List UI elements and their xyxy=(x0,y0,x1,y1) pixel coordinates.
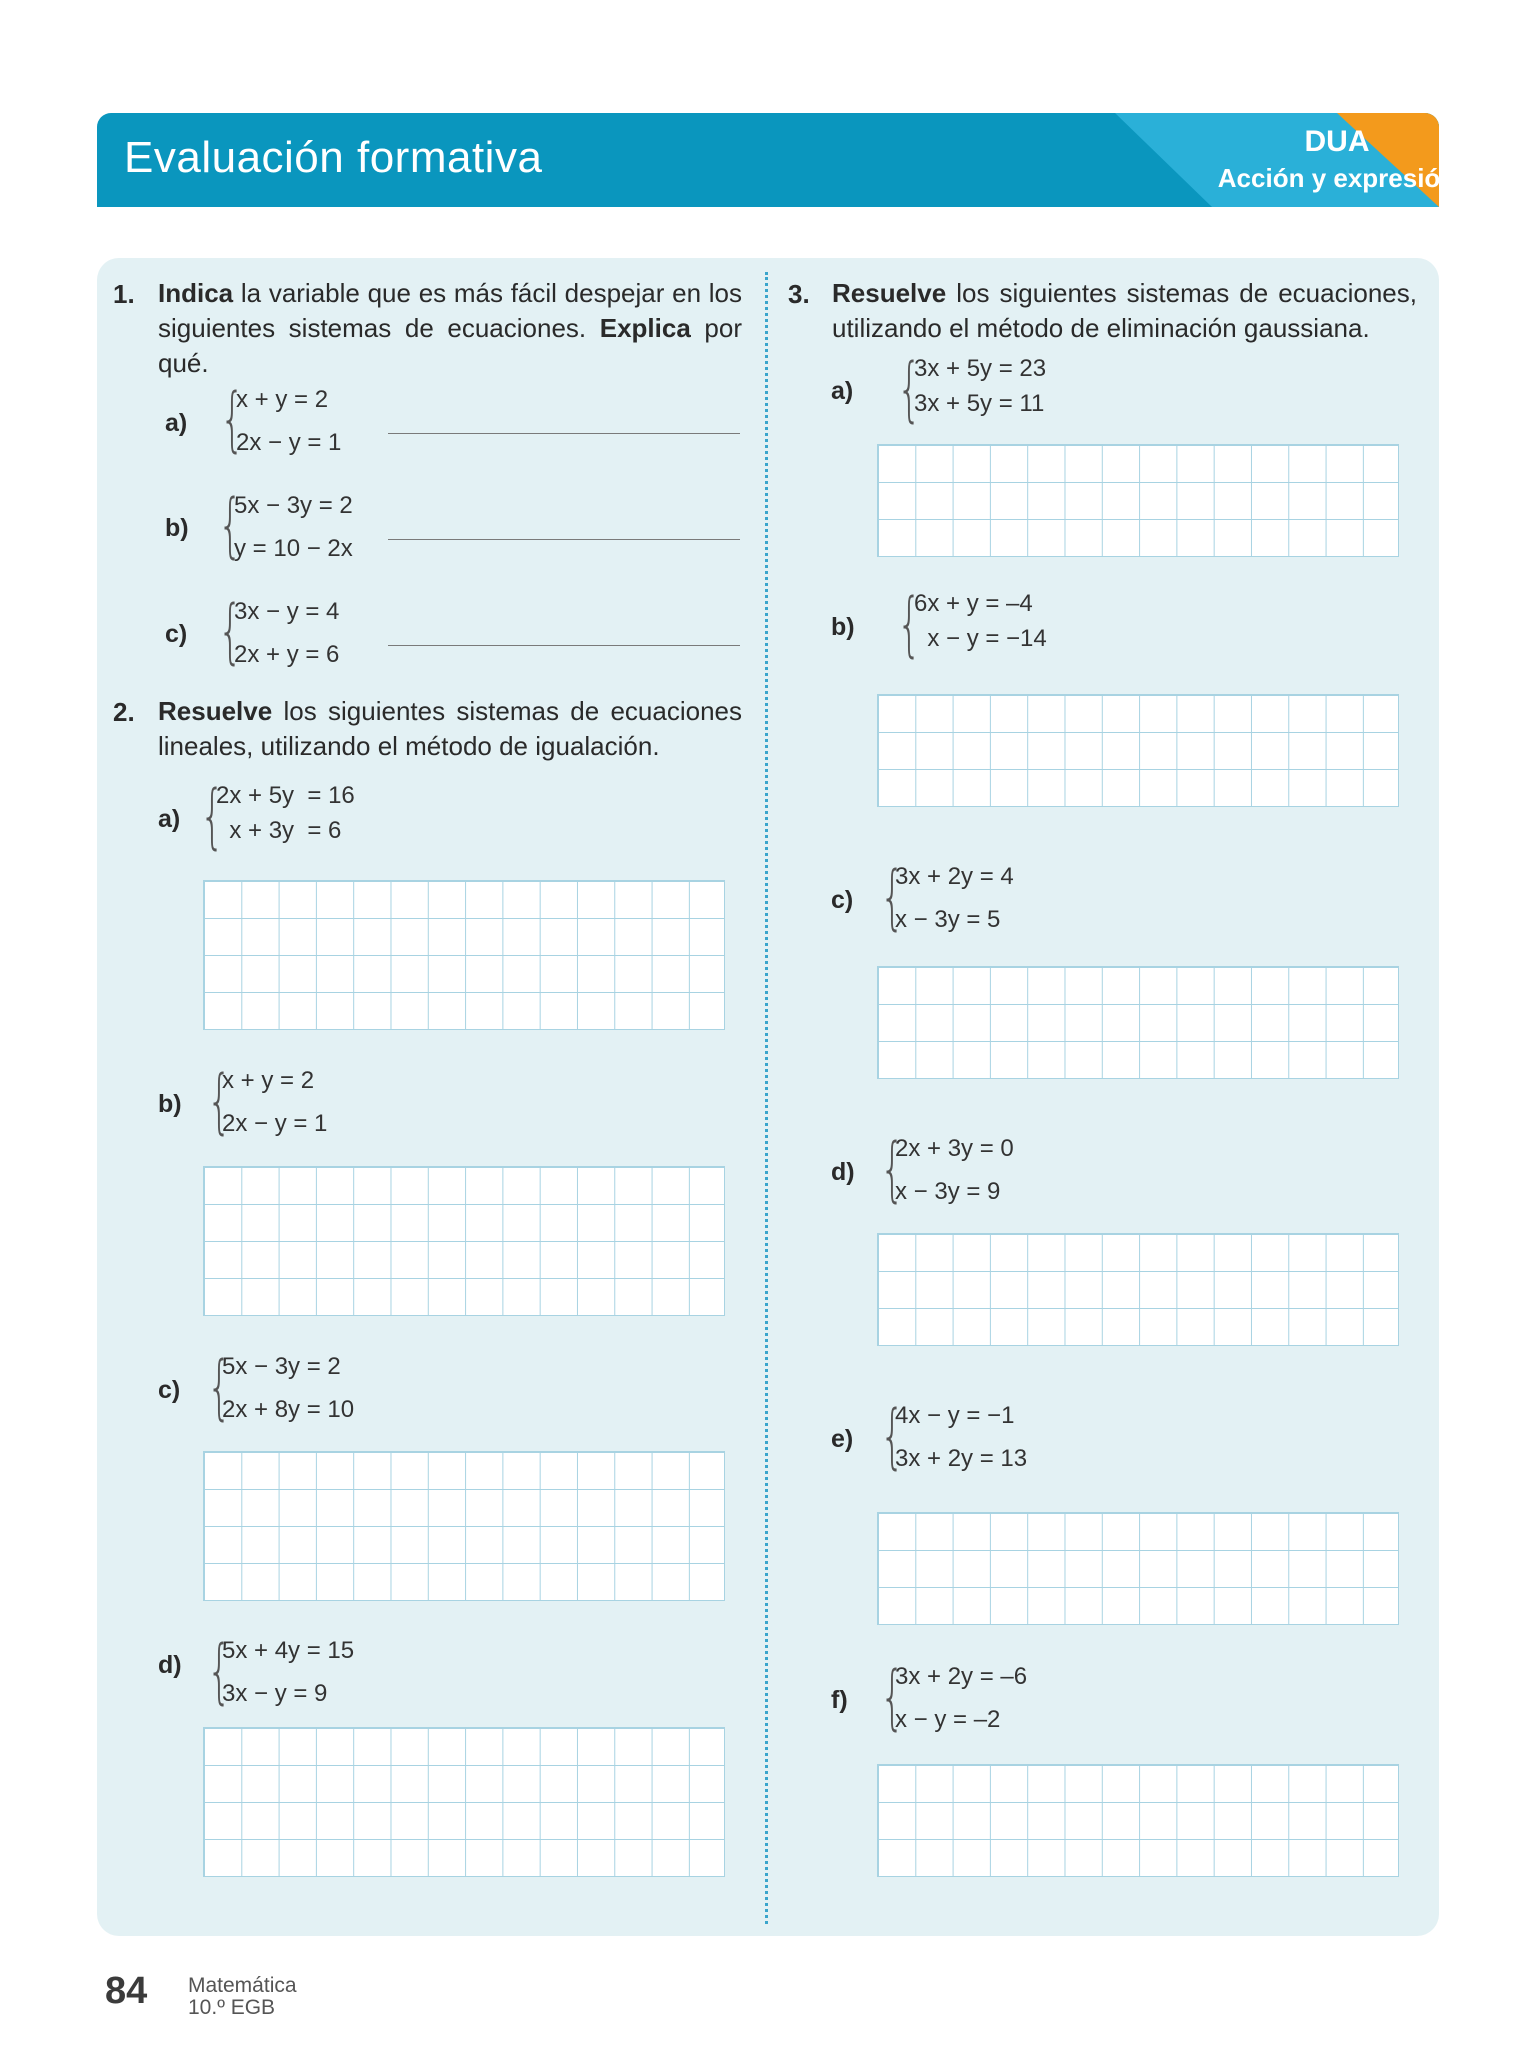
q3d-work-grid[interactable] xyxy=(877,1233,1399,1346)
page-title: Evaluación formativa xyxy=(124,133,543,182)
dua-subtitle: Acción y expresión xyxy=(1217,163,1457,193)
q2c-eq2: 2x + 8y = 10 xyxy=(222,1396,355,1423)
q3c-eq1: 3x + 2y = 4 xyxy=(895,863,1014,890)
q2b-brace: { xyxy=(207,1060,232,1142)
q3-number: 3. xyxy=(788,279,810,309)
q1a-brace: { xyxy=(220,378,245,460)
dua-title: DUA xyxy=(1304,125,1370,158)
q2d-eq2: 3x − y = 9 xyxy=(222,1680,328,1707)
q3e-brace: { xyxy=(880,1395,905,1477)
q3b-eq1: 6x + y = –4 xyxy=(914,590,1033,617)
q1-number: 1. xyxy=(113,279,135,309)
section-header xyxy=(97,113,1457,207)
subject-label xyxy=(188,1975,297,2019)
q3a-eq2: 3x + 5y = 11 xyxy=(914,390,1045,417)
q1c-eq1: 3x − y = 4 xyxy=(234,598,340,625)
q2a-eq2: x + 3y = 6 xyxy=(216,817,342,844)
q3d-eq1: 2x + 3y = 0 xyxy=(895,1135,1014,1162)
q3b-work-grid[interactable] xyxy=(877,694,1399,807)
q1b-eq2: y = 10 − 2x xyxy=(234,535,353,562)
q2a-label: a) xyxy=(158,805,181,833)
q2a-work-grid[interactable] xyxy=(203,880,725,1030)
q3a-label: a) xyxy=(831,377,854,405)
q2d-eq1: 5x + 4y = 15 xyxy=(222,1637,355,1664)
q3d-brace: { xyxy=(880,1128,905,1210)
q2b-eq1: x + y = 2 xyxy=(222,1067,315,1094)
column-divider xyxy=(765,272,768,1924)
q2b-label: b) xyxy=(158,1090,182,1118)
q3d-label: d) xyxy=(831,1158,855,1186)
q3b-brace: { xyxy=(897,583,922,665)
q3e-eq2: 3x + 2y = 13 xyxy=(895,1445,1028,1472)
q2a-eq1: 2x + 5y = 16 xyxy=(216,782,355,809)
q1c-label: c) xyxy=(165,620,188,648)
subject-name: Matemática xyxy=(188,1974,297,1997)
q2c-label: c) xyxy=(158,1376,181,1404)
q1a-label: a) xyxy=(165,409,188,437)
q3a-work-grid[interactable] xyxy=(877,444,1399,557)
q1b-label: b) xyxy=(165,514,189,542)
q1c-eq2: 2x + y = 6 xyxy=(234,641,340,668)
q2-number: 2. xyxy=(113,697,135,727)
q1c-answer-line[interactable] xyxy=(388,645,740,646)
q2c-work-grid[interactable] xyxy=(203,1451,725,1601)
q3e-label: e) xyxy=(831,1425,854,1453)
q2b-work-grid[interactable] xyxy=(203,1166,725,1316)
q2d-label: d) xyxy=(158,1651,182,1679)
q3-instruction: Resuelve los siguientes sistemas de ecuaciones, utilizando el método de eliminación gaussiana. xyxy=(832,278,1417,343)
q3c-brace: { xyxy=(880,856,905,938)
q2a-brace: { xyxy=(200,775,225,857)
q3a-brace: { xyxy=(897,348,922,430)
q1b-eq1: 5x − 3y = 2 xyxy=(234,492,353,519)
q1a-eq2: 2x − y = 1 xyxy=(236,429,342,456)
q1b-brace: { xyxy=(218,484,243,566)
q3b-label: b) xyxy=(831,613,855,641)
q3c-eq2: x − 3y = 5 xyxy=(895,906,1001,933)
q1b-answer-line[interactable] xyxy=(388,539,740,540)
grade-level: 10.º EGB xyxy=(188,1996,276,2019)
q3f-eq1: 3x + 2y = –6 xyxy=(895,1663,1028,1690)
q3f-work-grid[interactable] xyxy=(877,1764,1399,1877)
q3b-eq2: x − y = −14 xyxy=(914,625,1047,652)
q2c-brace: { xyxy=(207,1346,232,1428)
q1a-answer-line[interactable] xyxy=(388,433,740,434)
q1c-brace: { xyxy=(218,590,243,672)
q1-instruction: Indica la variable que es más fácil despejar en los siguientes sistemas de ecuaciones. Explica por qué. xyxy=(158,278,742,378)
q2d-brace: { xyxy=(207,1630,232,1712)
q2c-eq1: 5x − 3y = 2 xyxy=(222,1353,341,1380)
q2b-eq2: 2x − y = 1 xyxy=(222,1110,328,1137)
q3e-eq1: 4x − y = −1 xyxy=(895,1402,1015,1429)
q3d-eq2: x − 3y = 9 xyxy=(895,1178,1001,1205)
q3c-work-grid[interactable] xyxy=(877,966,1399,1079)
q3f-eq2: x − y = –2 xyxy=(895,1706,1001,1733)
q2d-work-grid[interactable] xyxy=(203,1727,725,1877)
page-number: 84 xyxy=(105,1970,148,2012)
q1a-eq1: x + y = 2 xyxy=(236,386,329,413)
q3c-label: c) xyxy=(831,886,854,914)
q3e-work-grid[interactable] xyxy=(877,1512,1399,1625)
q3a-eq1: 3x + 5y = 23 xyxy=(914,355,1047,382)
q2-instruction: Resuelve los siguientes sistemas de ecuaciones lineales, utilizando el método de igualación. xyxy=(158,696,742,761)
q3f-brace: { xyxy=(880,1656,905,1738)
q3f-label: f) xyxy=(831,1686,848,1714)
